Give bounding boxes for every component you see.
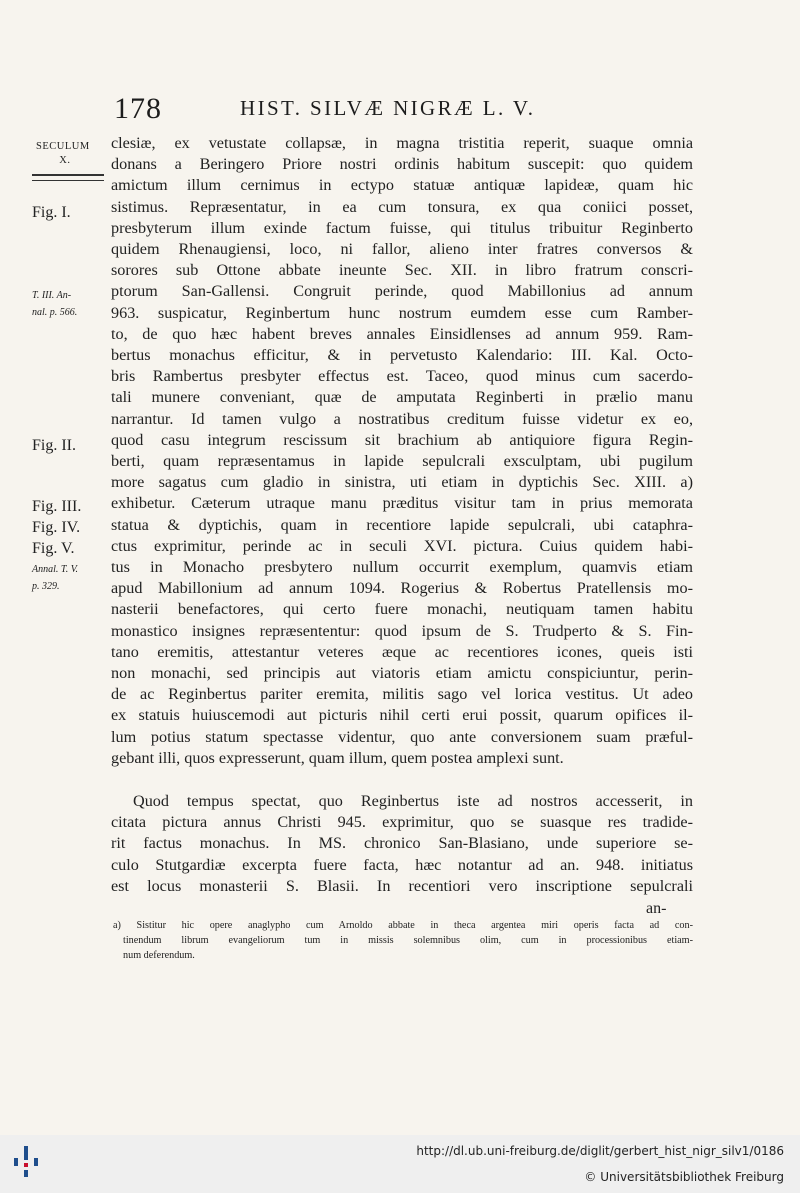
running-title: HIST. SILVÆ NIGRÆ L. V. — [240, 96, 536, 120]
text-line: presbyterum illum exinde factum fuisse, qui titulus tribuitur Reginberto — [111, 218, 693, 237]
margin-fig-5: Fig. V. — [32, 540, 75, 557]
text-line: donans a Beringero Priore nostri ordinis habitum suscepit: quo quidem — [111, 155, 693, 174]
footnote-line: a) Sistitur hic opere anaglypho cum Arnoldo abbate in theca argentea miri operis facta ad con- — [113, 920, 693, 931]
text-line: culo Stutgardiæ excerpta fuere facta, hæc notantur ad an. 948. initiatus — [111, 855, 693, 874]
margin-fig-2: Fig. II. — [32, 437, 76, 454]
permalink-url[interactable]: http://dl.ub.uni-freiburg.de/diglit/gerbert_hist_nigr_silv1/0186 — [416, 1144, 784, 1158]
text-line: more sagatus cum gladio in sinistra, uti etiam in dyptichis Sec. XIII. a) — [111, 473, 693, 492]
seculum-number: X. — [59, 155, 71, 166]
text-line: est locus monasterii S. Blasii. In recentiori vero inscriptione sepulcrali — [111, 876, 693, 895]
text-line: ctus exprimitur, perinde ac in seculi XVI. pictura. Cuius quidem habi- — [111, 536, 693, 555]
seculum-label: SECULUM — [36, 141, 90, 152]
text-line: tali munere conveniant, quæ de amputata Reginberti in prælio manu — [111, 388, 693, 407]
text-line: exhibetur. Cæterum utraque manu præditus visitur tam in prius memorata — [111, 494, 693, 513]
text-line: bris Rambertus presbyter effectus est. Taceo, quod minus cum sacerdo- — [111, 367, 693, 386]
margin-fig-4: Fig. IV. — [32, 519, 81, 536]
text-line: clesiæ, ex vetustate collapsæ, in magna tristitia reperit, suaque omnia — [111, 134, 693, 152]
margin-fig-1: Fig. I. — [32, 204, 71, 221]
text-line: lum potius statum spectasse videntur, quo ante conversionem suam præful- — [111, 727, 693, 746]
text-line: amictum illum cernimus in ectypo statuæ antiquæ lapideæ, quam hic — [111, 176, 693, 195]
text-line: rit factus monachus. In MS. chronico San-Blasiano, unde superiore se- — [111, 834, 693, 853]
margin-fig-3: Fig. III. — [32, 498, 82, 515]
margin-ref-annal-2: nal. p. 566. — [32, 307, 78, 318]
text-line: to, de quo hæc habent breves annales Einsidlenses ad annum 959. Ram- — [111, 324, 693, 343]
text-line: tano eremitis, attestantur veteres æque ac recentiores icones, queis isti — [111, 642, 693, 661]
footnote-line: tinendum librum evangeliorum tum in missis solemnibus olim, cum in processionibus etiam- — [123, 935, 693, 946]
university-library-logo-icon[interactable] — [12, 1144, 40, 1178]
text-line: tus in Monacho presbytero nullum occurrit exemplum, quamvis etiam — [111, 558, 693, 577]
text-line: citata pictura annus Christi 945. exprimitur, quo se suasque res tradide- — [111, 813, 693, 832]
text-line: bertus monachus efficitur, & in pervetusto Kalendario: III. Kal. Octo- — [111, 346, 693, 365]
margin-ref-annal-3: Annal. T. V. — [32, 564, 79, 575]
text-line: monastico insignes repræsententur: quod ipsum de S. Trudperto & S. Fin- — [111, 621, 693, 640]
copyright-notice: © Universitätsbibliothek Freiburg — [584, 1170, 784, 1184]
catchword: an- — [646, 900, 667, 917]
text-line: narrantur. Id tamen vulgo a nostratibus creditum fuisse videtur ex eo, — [111, 409, 693, 428]
footnote — [113, 918, 693, 963]
text-line: berti, quam repræsentamus in lapide sepulcrali exsculptam, ubi pugilum — [111, 452, 693, 471]
text-line: sistimus. Repræsentatur, in ea cum tonsura, ex qua coniici posset, — [111, 197, 693, 216]
text-line: quidem Rhenaugiensi, loco, ni fallor, alieno inter fratres conversos & — [111, 240, 693, 259]
margin-ref-annal-4: p. 329. — [32, 581, 60, 592]
text-line: nasterii benefactores, qui certo fuere monachi, neutiquam tamen habitu — [111, 600, 693, 619]
page-number: 178 — [114, 92, 162, 125]
text-line: Quod tempus spectat, quo Reginbertus iste ad nostros accesserit, in — [133, 792, 693, 810]
text-line: 963. suspicatur, Reginbertum hunc nostrum eumdem esse cum Ramber- — [111, 303, 693, 322]
text-line: ex statuis huiuscemodi aut picturis nihil certi erui possit, quarum opifices il- — [111, 706, 693, 725]
text-line: de ac Reginbertus pariter eremita, militis sago vel lorica vestitus. Ut adeo — [111, 685, 693, 704]
text-line: gebant illi, quos expresserunt, quam illum, quem postea amplexi sunt. — [111, 748, 564, 767]
body-paragraph-2 — [111, 791, 693, 897]
text-line: quod casu integrum rescissum sit brachium ab antiquiore figura Regin- — [111, 430, 693, 449]
margin-seculum — [36, 140, 90, 168]
margin-rule — [32, 174, 104, 181]
text-line: apud Mabillonium ad annum 1094. Rogerius & Robertus Pratellensis mo- — [111, 579, 693, 598]
text-line: ptorum San-Gallensi. Congruit perinde, quod Mabillonius ad annum — [111, 282, 693, 301]
text-line: non monachi, sed principis aut viatoris etiam amictu conspiciuntur, perin- — [111, 664, 693, 683]
text-line: sorores sub Ottone abbate ineunte Sec. XII. in libro fratrum conscri- — [111, 261, 693, 280]
body-paragraph-1 — [111, 133, 693, 769]
text-line: statua & dyptichis, quam in recentiore lapide sepulcrali, ubi cataphra- — [111, 515, 693, 534]
margin-ref-annal-1: T. III. An- — [32, 290, 72, 301]
footnote-line: num deferendum. — [123, 950, 195, 961]
